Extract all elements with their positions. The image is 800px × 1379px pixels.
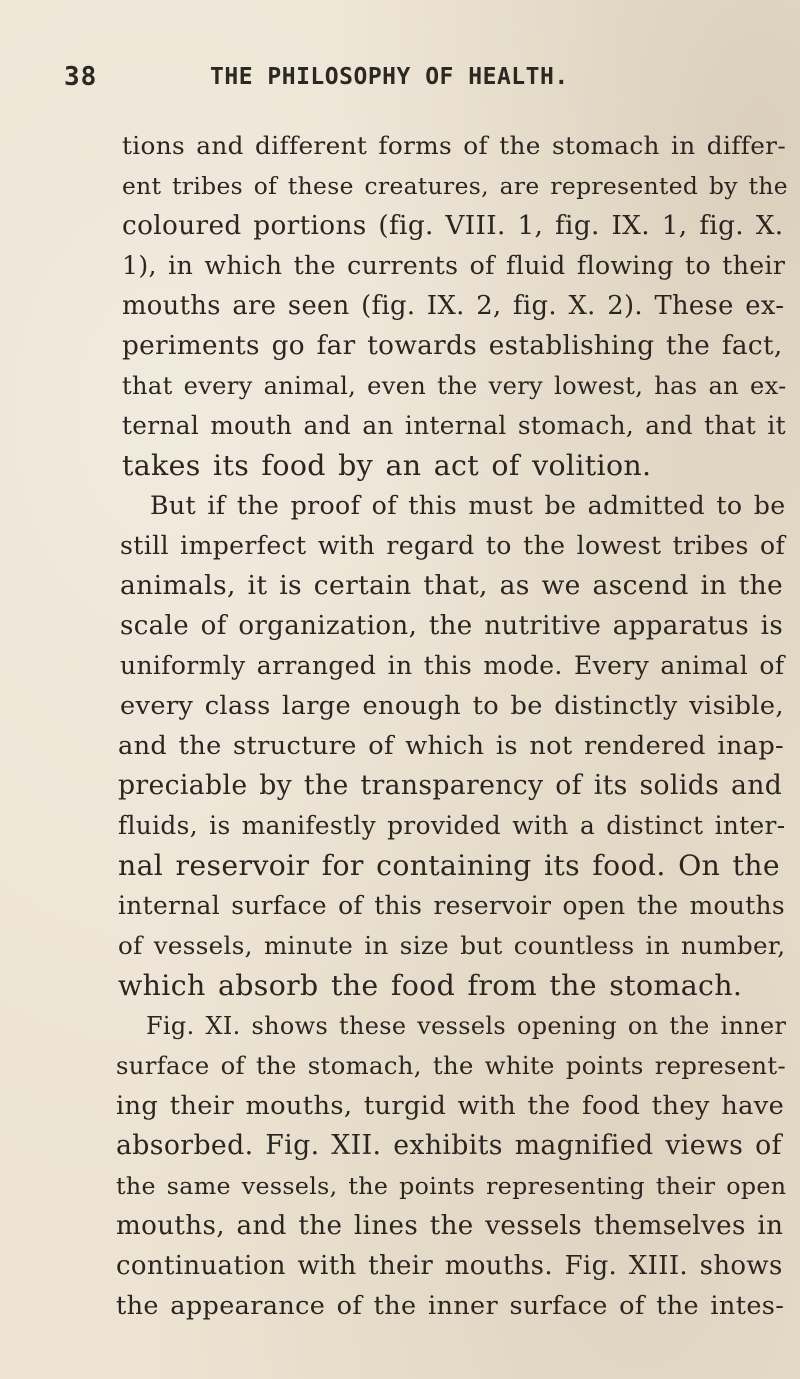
text-line: fluids, is manifestly provided with a distinct inter- (118, 811, 786, 840)
text-line: animals, it is certain that, as we ascend in the (120, 570, 784, 601)
text-line: scale of organization, the nutritive apparatus is (120, 611, 784, 641)
text-line: every class large enough to be distinctly visible, (120, 691, 784, 721)
text-line: uniformly arranged in this mode. Every animal of (120, 651, 785, 680)
text-line: periments go far towards establishing the fact, (122, 331, 783, 361)
paragraph-start-line: But if the proof of this must be admitted to be (150, 491, 786, 520)
text-line: the same vessels, the points representing their open (116, 1172, 787, 1200)
running-title: THE PHILOSOPHY OF HEALTH. (210, 64, 569, 90)
text-line: surface of the stomach, the white points represent- (116, 1051, 787, 1080)
text-line: tions and different forms of the stomach in differ- (122, 131, 787, 160)
text-line: ing their mouths, turgid with the food they have (116, 1091, 785, 1121)
text-line: mouths, and the lines the vessels themselves in (116, 1211, 784, 1241)
text-line: absorbed. Fig. XII. exhibits magnified views of (116, 1130, 782, 1161)
text-line: of vessels, minute in size but countless in number, (118, 931, 786, 960)
text-line: nal reservoir for containing its food. On the (118, 849, 780, 882)
text-line: preciable by the transparency of its solids and (118, 770, 783, 801)
text-line: the appearance of the inner surface of the intes- (116, 1291, 785, 1321)
paragraph-start-line: Fig. XI. shows these vessels opening on the inner (146, 1012, 787, 1040)
page-number: 38 (64, 62, 98, 92)
text-line: that every animal, even the very lowest, has an ex- (122, 372, 787, 400)
text-line: which absorb the food from the stomach. (118, 969, 743, 1002)
text-line: takes its food by an act of volition. (122, 449, 652, 482)
text-line: still imperfect with regard to the lowest tribes of (120, 531, 786, 560)
text-line: ternal mouth and an internal stomach, and that it (122, 411, 786, 440)
text-line: 1), in which the currents of fluid flowing to their (122, 251, 786, 280)
text-line: mouths are seen (fig. IX. 2, fig. X. 2). These ex- (122, 291, 785, 321)
running-head (64, 62, 704, 102)
text-line: ent tribes of these creatures, are represented by the (122, 172, 788, 200)
text-line: coloured portions (fig. VIII. 1, fig. IX. 1, fig. X. (122, 211, 784, 241)
text-line: continuation with their mouths. Fig. XIII. shows (116, 1251, 783, 1281)
text-line: internal surface of this reservoir open the mouths (118, 891, 785, 920)
text-line: and the structure of which is not rendered inap- (118, 731, 785, 761)
